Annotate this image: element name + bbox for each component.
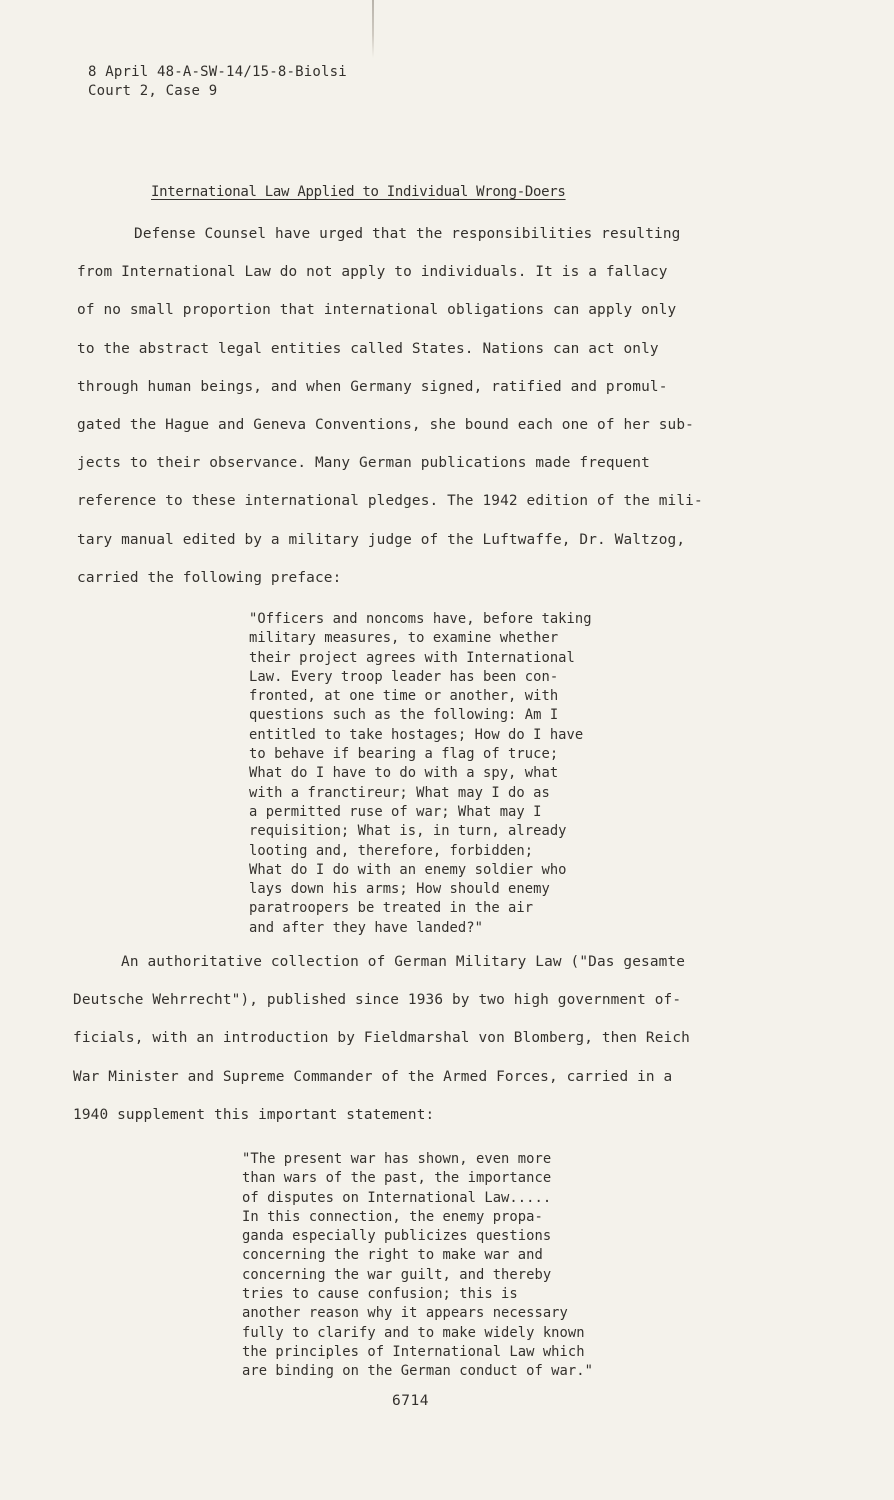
quote-2-line: than wars of the past, the importance [242,1170,552,1187]
paragraph-2-line: Deutsche Wehrrecht"), published since 1936 by two high government of- [73,992,682,1009]
quote-1-line: Law. Every troop leader has been con- [249,668,559,685]
paragraph-1-line: carried the following preface: [77,569,342,586]
paragraph-1-line: jects to their observance. Many German publications made frequent [77,455,650,472]
quote-1-line: and after they have landed?" [249,919,483,936]
quote-1-line: What do I do with an enemy soldier who [249,861,567,878]
quote-1-line: with a franctireur; What may I do as [249,784,550,801]
quote-1-line: fronted, at one time or another, with [249,688,559,705]
quote-1-line: "Officers and noncoms have, before taking [249,611,592,627]
quote-1-line: their project agrees with International [249,649,575,666]
document-header [88,63,488,101]
quote-2-line: fully to clarify and to make widely known [242,1324,585,1341]
paragraph-2 [73,943,793,1134]
page-title: International Law Applied to Individual Wrong-Doers [151,184,566,200]
quote-2-line: of disputes on International Law..... [242,1189,552,1206]
quote-1-line: to behave if bearing a flag of truce; [249,746,559,763]
quote-1-line: entitled to take hostages; How do I have [249,726,584,743]
paragraph-1-line: Defense Counsel have urged that the responsibilities resulting [134,226,681,242]
quote-2-line: "The present war has shown, even more [242,1151,552,1167]
paragraph-2-line: ficials, with an introduction by Fieldmarshal von Blomberg, then Reich [73,1030,690,1047]
quote-1-line: lays down his arms; How should enemy [249,881,550,898]
paragraph-1 [77,215,797,597]
quote-1-line: What do I have to do with a spy, what [249,765,559,782]
paragraph-1-line: of no small proportion that international obligations can apply only [77,302,677,319]
paragraph-1-line: through human beings, and when Germany signed, ratified and promul- [77,378,668,395]
paragraph-1-line: gated the Hague and Geneva Conventions, she bound each one of her sub- [77,417,694,434]
paragraph-2-line: War Minister and Supreme Commander of the Armed Forces, carried in a [73,1068,673,1085]
quote-2-line: ganda especially publicizes questions [242,1228,552,1245]
paragraph-1-line: reference to these international pledges. The 1942 edition of the mili- [77,493,703,510]
quote-1-line: questions such as the following: Am I [249,707,559,724]
paragraph-2-line: 1940 supplement this important statement: [73,1106,435,1123]
header-line-1: 8 April 48-A-SW-14/15-8-Biolsi [88,64,347,80]
header-line-2: Court 2, Case 9 [88,83,218,99]
quote-1-line: military measures, to examine whether [249,630,559,647]
quote-1-line: paratroopers be treated in the air [249,900,534,917]
paragraph-1-line: tary manual edited by a military judge of the Luftwaffe, Dr. Waltzog, [77,531,686,548]
quote-2-line: In this connection, the enemy propa- [242,1208,543,1225]
page-number: 6714 [392,1393,429,1409]
quote-2-line: another reason why it appears necessary [242,1305,568,1322]
quote-2-line: concerning the right to make war and [242,1247,543,1264]
quote-2-line: tries to cause confusion; this is [242,1286,518,1303]
paragraph-1-line: to the abstract legal entities called States. Nations can act only [77,340,659,357]
quote-1-line: a permitted ruse of war; What may I [249,803,542,820]
block-quote-2 [242,1150,672,1382]
quote-1-line: looting and, therefore, forbidden; [249,842,534,859]
quote-2-line: concerning the war guilt, and thereby [242,1266,552,1283]
quote-2-line: are binding on the German conduct of war." [242,1363,593,1380]
quote-1-line: requisition; What is, in turn, already [249,823,567,840]
paragraph-1-line: from International Law do not apply to individuals. It is a fallacy [77,264,668,281]
block-quote-1 [249,610,679,938]
binder-mark [372,0,374,58]
quote-2-line: the principles of International Law which [242,1343,585,1360]
paragraph-2-line: An authoritative collection of German Military Law ("Das gesamte [121,954,686,970]
